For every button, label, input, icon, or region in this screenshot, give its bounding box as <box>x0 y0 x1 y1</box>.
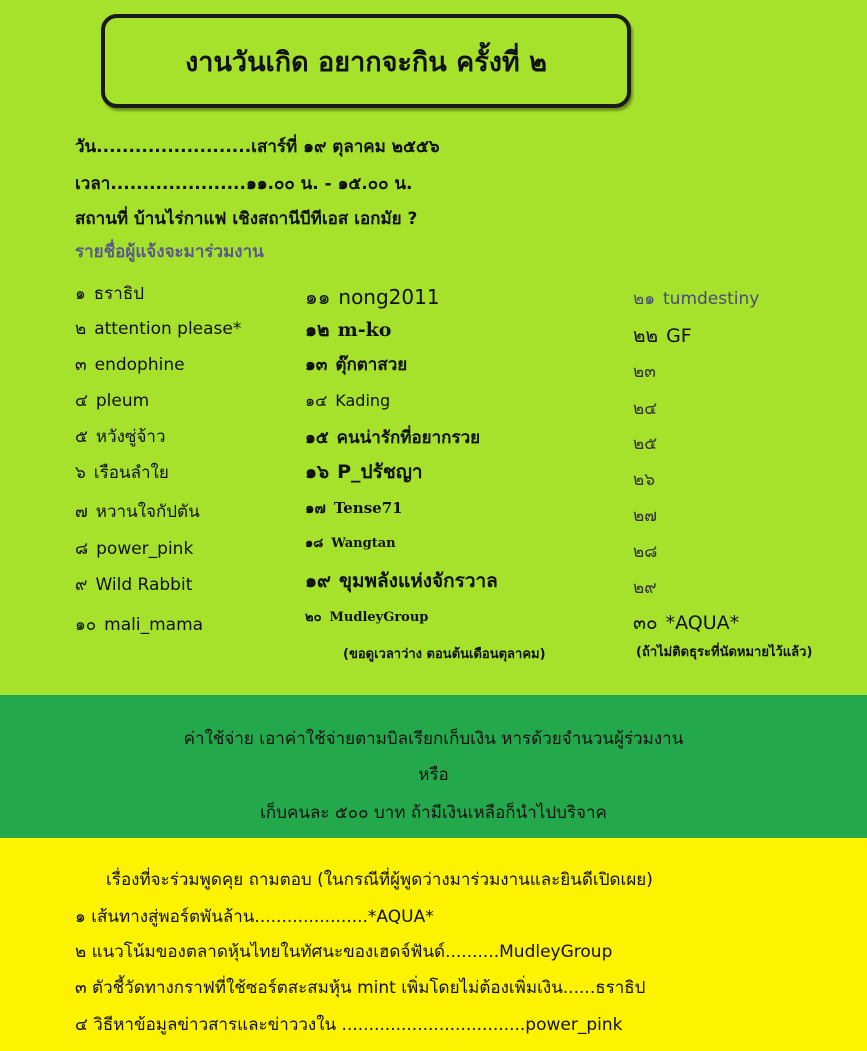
list-item: ๒๓ <box>633 362 656 382</box>
expense-line-2: หรือ <box>418 765 449 785</box>
list-item: ๑๖ P_ปรัชญา <box>305 461 423 483</box>
list-item: ๑๕ คนน่ารักที่อยากรวย <box>305 428 481 448</box>
topic-item: ๑ เส้นทางสู่พอร์ตพันล้าน.....................*AQUA* <box>75 907 434 927</box>
attendee-list-heading: รายชื่อผู้แจ้งจะมาร่วมงาน <box>75 242 264 262</box>
list-item: ๑๓ ตุ๊กตาสวย <box>305 355 408 375</box>
list-item: ๒๑ tumdestiny <box>633 289 760 309</box>
expense-line-3: เก็บคนละ ๕๐๐ บาท ถ้ามีเงินเหลือก็นำไปบริจาค <box>260 803 607 823</box>
list-item: ๒๕ <box>633 434 658 454</box>
topic-item: ๔ วิธีหาข้อมูลข่าวสารและข่าววงใน ..................................power_pink <box>75 1015 623 1035</box>
event-date: วัน........................เสาร์ที่ ๑๙ ตุลาคม ๒๕๕๖ <box>75 137 440 157</box>
topics-heading: เรื่องที่จะร่วมพูดคุย ถามตอบ (ในกรณีที่ผู้พูดว่างมาร่วมงานและยินดีเปิดเผย) <box>106 870 653 890</box>
list-item: ๒๐ MudleyGroup <box>305 610 429 625</box>
list-item: ๑๑ nong2011 <box>305 285 440 309</box>
event-place: สถานที่ บ้านไร่กาแฟ เชิงสถานีบีทีเอส เอกมัย ? <box>75 209 418 229</box>
list-item: ๓ endophine <box>75 355 185 375</box>
event-time: เวลา.....................๑๑.๐๐ น. - ๑๕.๐๐ น. <box>75 174 413 194</box>
list-item: ๑๔ Kading <box>305 391 391 410</box>
list-item: ๔ pleum <box>75 391 150 411</box>
page-title: งานวันเกิด อยากจะกิน ครั้งที่ ๒ <box>185 46 547 78</box>
list-item: ๘ power_pink <box>75 539 194 559</box>
list-item: ๗ หวานใจกัปตัน <box>75 502 200 522</box>
topic-item: ๓ ตัวชี้วัดทางกราฟที่ใช้ซอร์ตสะสมหุ้น mint เพิ่มโดยไม่ต้องเพิ่มเงิน......ธราธิป <box>75 978 646 998</box>
list-item: ๒๙ <box>633 578 657 598</box>
list-item: ๒๘ <box>633 542 658 562</box>
list-item: ๑๘ Wangtan <box>305 536 396 551</box>
list-item: ๑๒ m-ko <box>305 319 392 341</box>
aqua-note: (ถ้าไม่ติดธุระที่นัดหมายไว้แล้ว) <box>636 645 813 660</box>
list-item: ๑ ธราธิป <box>75 284 145 304</box>
list-item: ๑๗ Tense71 <box>305 499 403 517</box>
list-item: ๒๖ <box>633 470 655 490</box>
list-item: ๒๒ GF <box>633 325 692 347</box>
list-item: ๒๔ <box>633 399 658 419</box>
list-item: ๑๐ mali_mama <box>75 615 204 635</box>
list-item: ๒๗ <box>633 506 657 526</box>
list-item: ๑๙ ขุมพลังแห่งจักรวาล <box>305 570 498 592</box>
list-item: ๓๐ *AQUA* <box>633 612 740 634</box>
list-item: ๙ Wild Rabbit <box>75 575 193 595</box>
title-box <box>101 14 631 108</box>
mudley-note: (ขอดูเวลาว่าง ตอนต้นเดือนตุลาคม) <box>343 647 546 662</box>
list-item: ๕ หวังซู่จ้าว <box>75 427 166 447</box>
list-item: ๒ attention please* <box>75 319 242 339</box>
list-item: ๖ เรือนลำใย <box>75 463 169 483</box>
topic-item: ๒ แนวโน้มของตลาดหุ้นไทยในทัศนะของเฮดจ์ฟันด์..........MudleyGroup <box>75 942 613 962</box>
expense-line-1: ค่าใช้จ่าย เอาค่าใช้จ่ายตามบิลเรียกเก็บเงิน หารด้วยจำนวนผู้ร่วมงาน <box>183 729 684 749</box>
